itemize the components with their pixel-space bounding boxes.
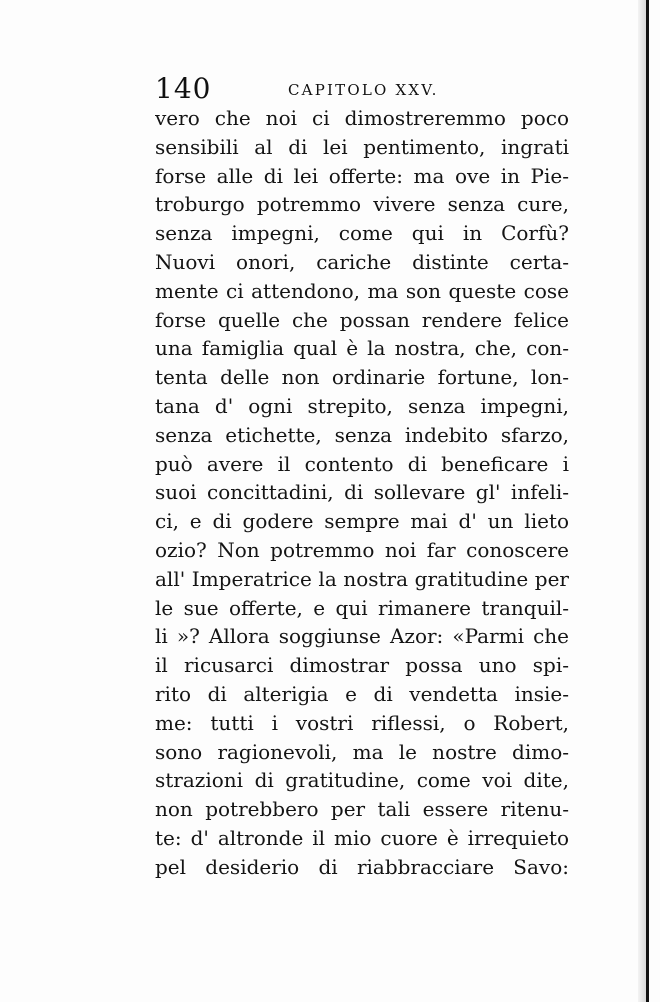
- text-line: all' Imperatrice la nostra gratitudine per: [155, 566, 569, 591]
- text-line: rito di alterigia e di vendetta insie-: [155, 681, 569, 706]
- page-edge: [646, 0, 649, 1002]
- text-line: sensibili al di lei pentimento, ingrati: [155, 134, 569, 159]
- text-line: può avere il contento di beneficare i: [155, 451, 569, 476]
- text-line: tenta delle non ordinarie fortune, lon-: [155, 365, 569, 390]
- text-line: te: d' altronde il mio cuore è irrequieto: [155, 825, 569, 850]
- text-line: ci, e di godere sempre mai d' un lieto: [155, 509, 569, 534]
- text-line: senza impegni, come qui in Corfù?: [155, 221, 569, 246]
- text-line: forse alle di lei offerte: ma ove in Pie-: [155, 163, 569, 188]
- text-line: forse quelle che possan rendere felice: [155, 307, 569, 332]
- text-line: le sue offerte, e qui rimanere tranquil-: [155, 595, 569, 620]
- text-line: tana d' ogni strepito, senza impegni,: [155, 393, 569, 418]
- text-line: troburgo potremmo vivere senza cure,: [155, 192, 569, 217]
- text-line: li »? Allora soggiunse Azor: «Parmi che: [155, 624, 569, 649]
- text-line: me: tutti i vostri riflessi, o Robert,: [155, 710, 569, 735]
- text-line: suoi concittadini, di sollevare gl' infeli-: [155, 480, 569, 505]
- text-line: mente ci attendono, ma son queste cose: [155, 278, 569, 303]
- text-line: ozio? Non potremmo noi far conoscere: [155, 537, 569, 562]
- text-line: pel desiderio di riabbracciare Savo:: [155, 854, 569, 879]
- text-line: il ricusarci dimostrar possa uno spi-: [155, 653, 569, 678]
- text-line: vero che noi ci dimostreremmo poco: [155, 106, 569, 130]
- text-line: strazioni di gratitudine, come voi dite,: [155, 768, 569, 793]
- text-line: Nuovi onori, cariche distinte certa-: [155, 249, 569, 274]
- page-header: [155, 72, 575, 106]
- running-head: CAPITOLO XXV.: [288, 81, 439, 99]
- body-text: [155, 104, 569, 882]
- text-line: sono ragionevoli, ma le nostre dimo-: [155, 739, 569, 764]
- text-line: non potrebbero per tali essere ritenu-: [155, 797, 569, 822]
- text-line: senza etichette, senza indebito sfarzo,: [155, 422, 569, 447]
- text-line: una famiglia qual è la nostra, che, con-: [155, 336, 569, 361]
- page-gutter-shadow: [638, 0, 646, 1002]
- page-number: 140: [155, 72, 212, 105]
